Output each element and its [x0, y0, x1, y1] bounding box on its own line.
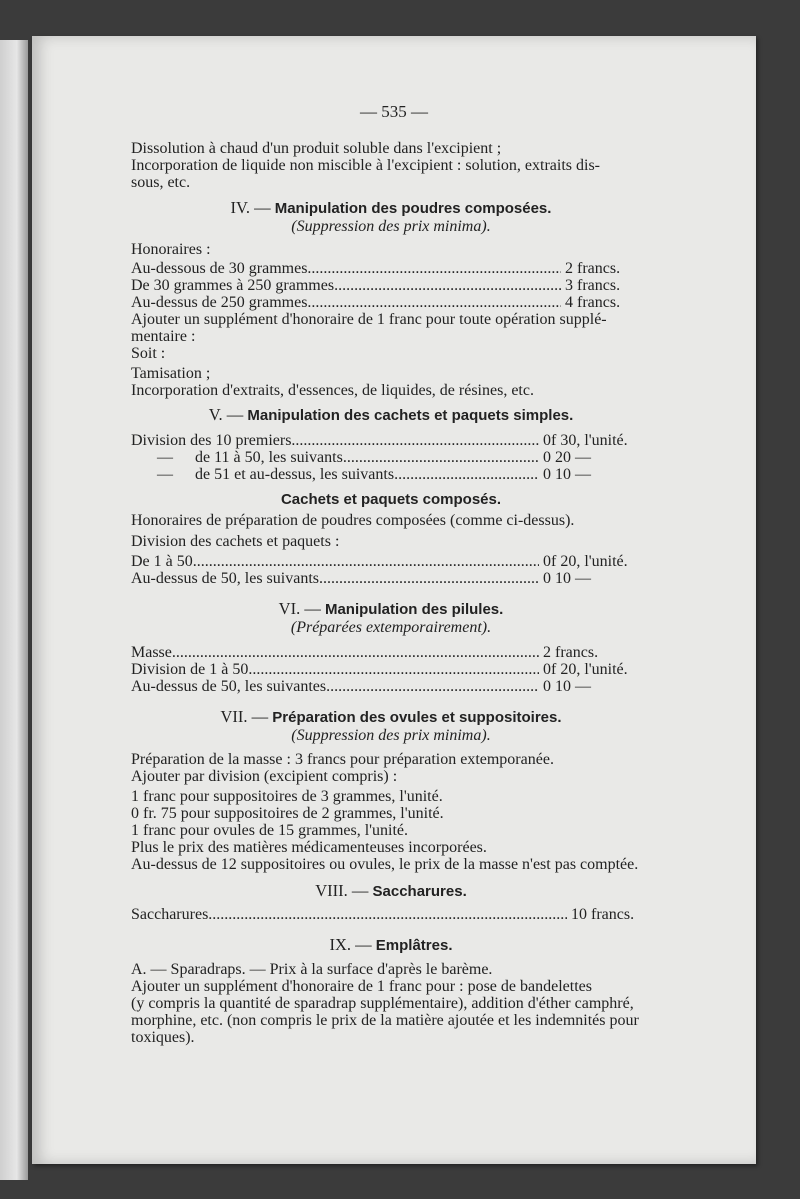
page-number: — 535 —: [360, 102, 428, 121]
intro-line: Incorporation de liquide non miscible à l'excipient : solution, extraits dis-: [131, 157, 600, 174]
text-line: Soit :: [131, 345, 166, 362]
price-row: Au-dessus de 50, les suivants . . . 0 10 —: [131, 570, 651, 587]
text-line: 1 franc pour ovules de 15 grammes, l'unité.: [131, 822, 409, 839]
text-line: (y compris la quantité de sparadrap supplémentaire), addition d'éther camphré,: [131, 995, 634, 1012]
price-row: Masse . . . 2 francs.: [131, 644, 651, 661]
text-line: Ajouter un supplément d'honoraire de 1 franc pour : pose de bandelettes: [131, 978, 592, 995]
section-heading-iv: IV. — Manipulation des poudres composées.: [230, 198, 552, 217]
section-heading-vii: VII. — Préparation des ovules et suppositoires.: [220, 707, 562, 726]
text-line: Division des cachets et paquets :: [131, 533, 340, 550]
text-line: Ajouter un supplément d'honoraire de 1 franc pour toute opération supplé-: [131, 311, 607, 328]
text-line: Ajouter par division (excipient compris) :: [131, 768, 398, 785]
section-heading-v: V. — Manipulation des cachets et paquets simples.: [208, 405, 574, 424]
facing-page-edge: [0, 40, 28, 1180]
text-line: A. — Sparadraps. — Prix à la surface d'après le barème.: [131, 961, 493, 978]
intro-line: Dissolution à chaud d'un produit soluble dans l'excipient ;: [131, 140, 502, 157]
price-row: — de 11 à 50, les suivants . . . 0 20 —: [131, 449, 651, 466]
price-row: Division de 1 à 50 . . . 0f 20, l'unité.: [131, 661, 651, 678]
section-heading-viii: VIII. — Saccharures.: [315, 881, 467, 900]
text-line: 0 fr. 75 pour suppositoires de 2 grammes, l'unité.: [131, 805, 444, 822]
price-row: Saccharures . . . 10 francs.: [131, 906, 651, 923]
text-line: 1 franc pour suppositoires de 3 grammes, l'unité.: [131, 788, 443, 805]
document-page: [32, 36, 756, 1164]
text-line: Incorporation d'extraits, d'essences, de liquides, de résines, etc.: [131, 382, 534, 399]
price-row: De 1 à 50 . . . 0f 20, l'unité.: [131, 553, 651, 570]
text-line: Honoraires de préparation de poudres composées (comme ci-dessus).: [131, 512, 575, 529]
section-subtitle: (Préparées extemporairement).: [290, 619, 492, 636]
text-line: Plus le prix des matières médicamenteuses incorporées.: [131, 839, 487, 856]
price-row: Au-dessus de 250 grammes . . . 4 francs.: [131, 294, 651, 311]
section-heading-ix: IX. — Emplâtres.: [329, 935, 453, 954]
text-line: Honoraires :: [131, 241, 211, 258]
text-line: mentaire :: [131, 328, 196, 345]
subsection-heading: Cachets et paquets composés.: [280, 491, 502, 508]
text-line: morphine, etc. (non compris le prix de la matière ajoutée et les indemnités pour: [131, 1012, 639, 1029]
price-row: Au-dessous de 30 grammes . . . 2 francs.: [131, 260, 651, 277]
price-row: — de 51 et au-dessus, les suivants . . . 0 10 —: [131, 466, 651, 483]
price-row: De 30 grammes à 250 grammes . . . 3 francs.: [131, 277, 651, 294]
text-line: Préparation de la masse : 3 francs pour préparation extemporanée.: [131, 751, 554, 768]
intro-line: sous, etc.: [131, 174, 191, 191]
section-heading-vi: VI. — Manipulation des pilules.: [278, 599, 504, 618]
section-subtitle: (Suppression des prix minima).: [291, 218, 491, 235]
text-line: toxiques).: [131, 1029, 195, 1046]
text-line: Tamisation ;: [131, 365, 211, 382]
text-line: Au-dessus de 12 suppositoires ou ovules, le prix de la masse n'est pas comptée.: [131, 856, 639, 873]
price-row: Au-dessus de 50, les suivantes . . . 0 10 —: [131, 678, 651, 695]
price-row: Division des 10 premiers . . . 0f 30, l'unité.: [131, 432, 651, 449]
section-subtitle: (Suppression des prix minima).: [291, 727, 491, 744]
